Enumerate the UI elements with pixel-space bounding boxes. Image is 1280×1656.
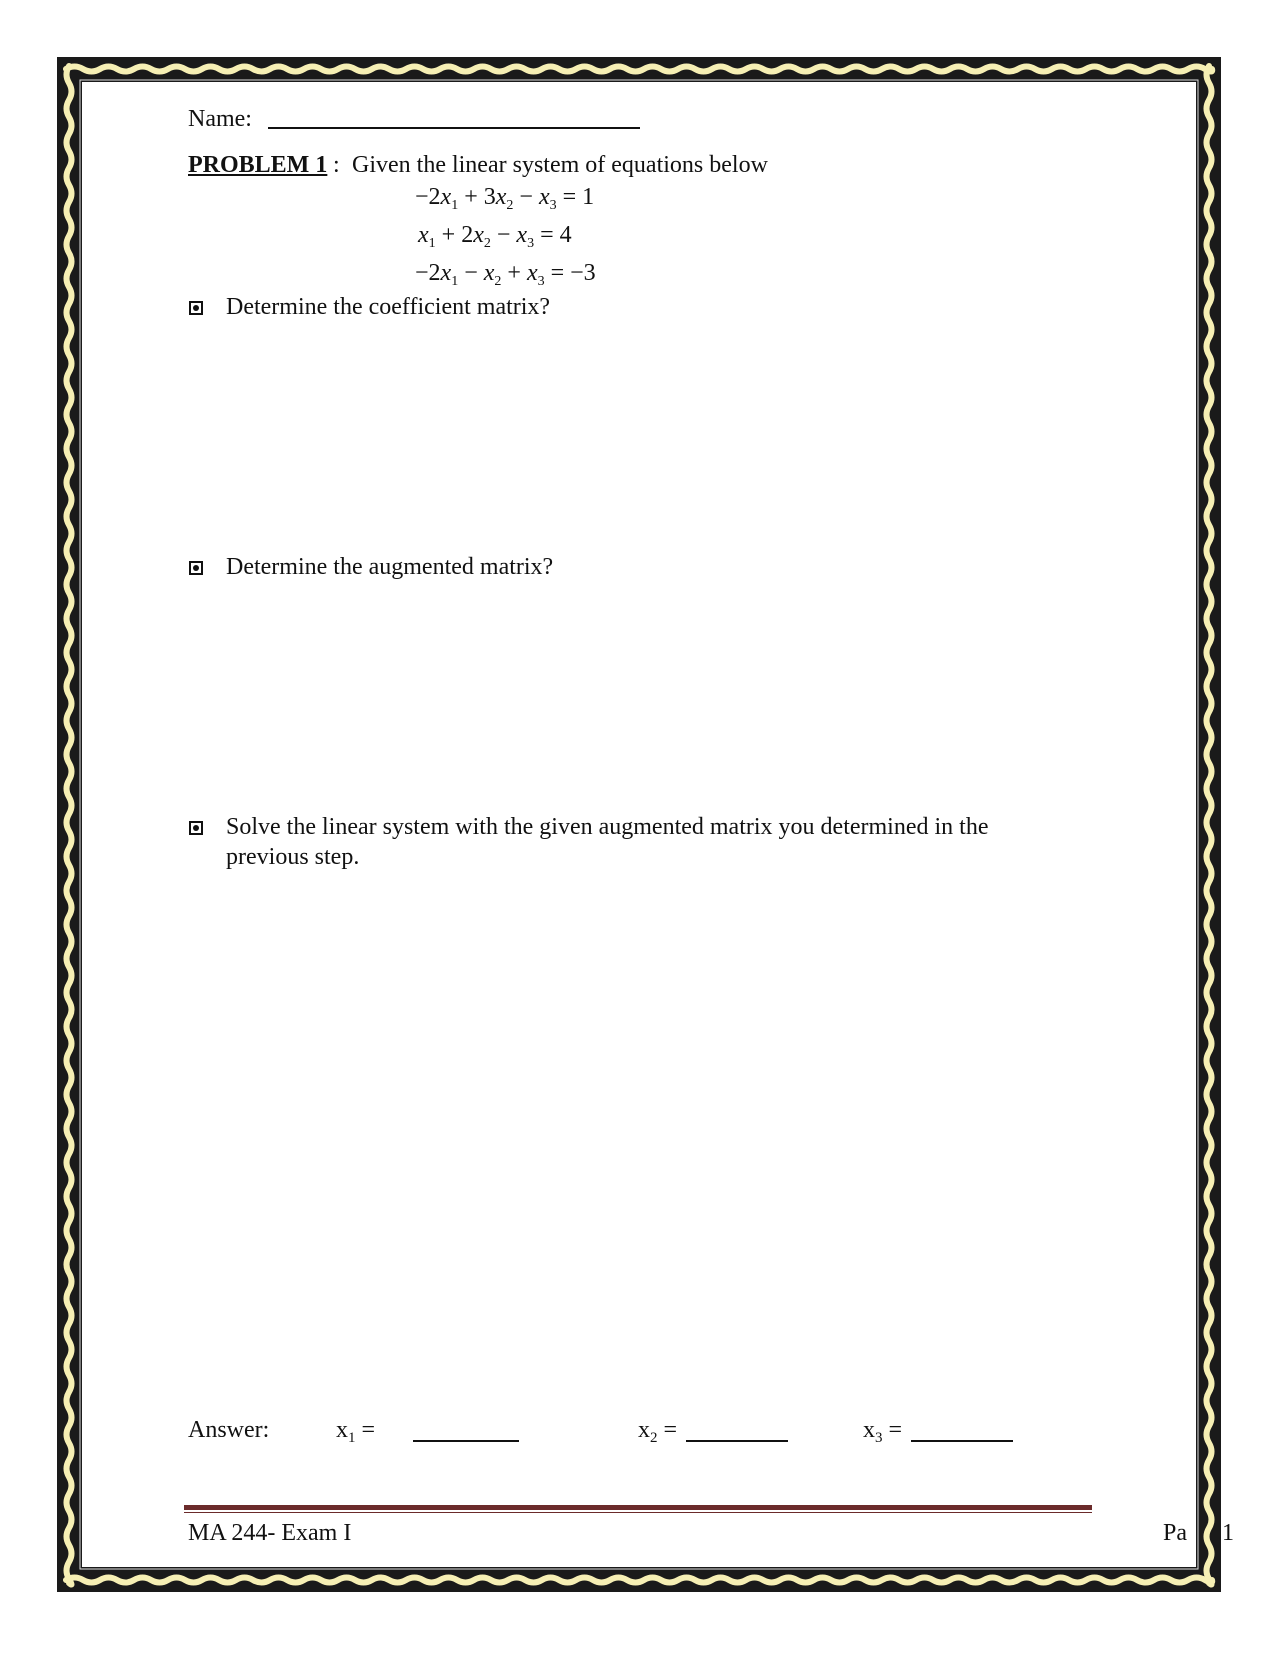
equation-1: $-2x_1 + 3x_2 - x_3 = 1$ (415, 184, 595, 213)
footer-rule (184, 1505, 1092, 1510)
bullet-icon (189, 821, 203, 835)
name-label: Name: (188, 106, 252, 132)
answer-x3-blank[interactable] (911, 1440, 1013, 1442)
question-solve-line-2: previous step. (226, 844, 360, 870)
footer-page-number-partial: 1 (1222, 1520, 1234, 1546)
problem-title: PROBLEM 1 (188, 152, 328, 178)
bullet-icon (189, 301, 203, 315)
question-solve-line-1: Solve the linear system with the given augmented matrix you determined in the (226, 814, 989, 840)
equation-3: $-2x_1 - x_2 + x_3 = -3$ (415, 260, 596, 289)
question-augmented-matrix: Determine the augmented matrix? (226, 554, 554, 580)
footer-rule-thin (184, 1512, 1092, 1513)
answer-x2-label: $x_2$ = (638, 1417, 678, 1446)
answer-x1-blank[interactable] (413, 1440, 519, 1442)
footer-page-label-partial: Pa (1163, 1520, 1187, 1546)
question-coefficient-matrix: Determine the coefficient matrix? (226, 294, 551, 320)
equation-2: $x_1 + 2x_2 - x_3 = 4$ (418, 222, 572, 251)
name-blank-line[interactable] (268, 127, 640, 129)
bullet-icon (189, 561, 203, 575)
answer-label: Answer: (188, 1417, 270, 1443)
answer-x2-blank[interactable] (686, 1440, 788, 1442)
footer-course-label: MA 244- Exam I (188, 1520, 352, 1546)
problem-title-colon: : (333, 152, 340, 178)
problem-intro: Given the linear system of equations below (352, 152, 768, 178)
answer-x1-label: $x_1$ = (336, 1417, 376, 1446)
answer-x3-label: $x_3$ = (863, 1417, 903, 1446)
